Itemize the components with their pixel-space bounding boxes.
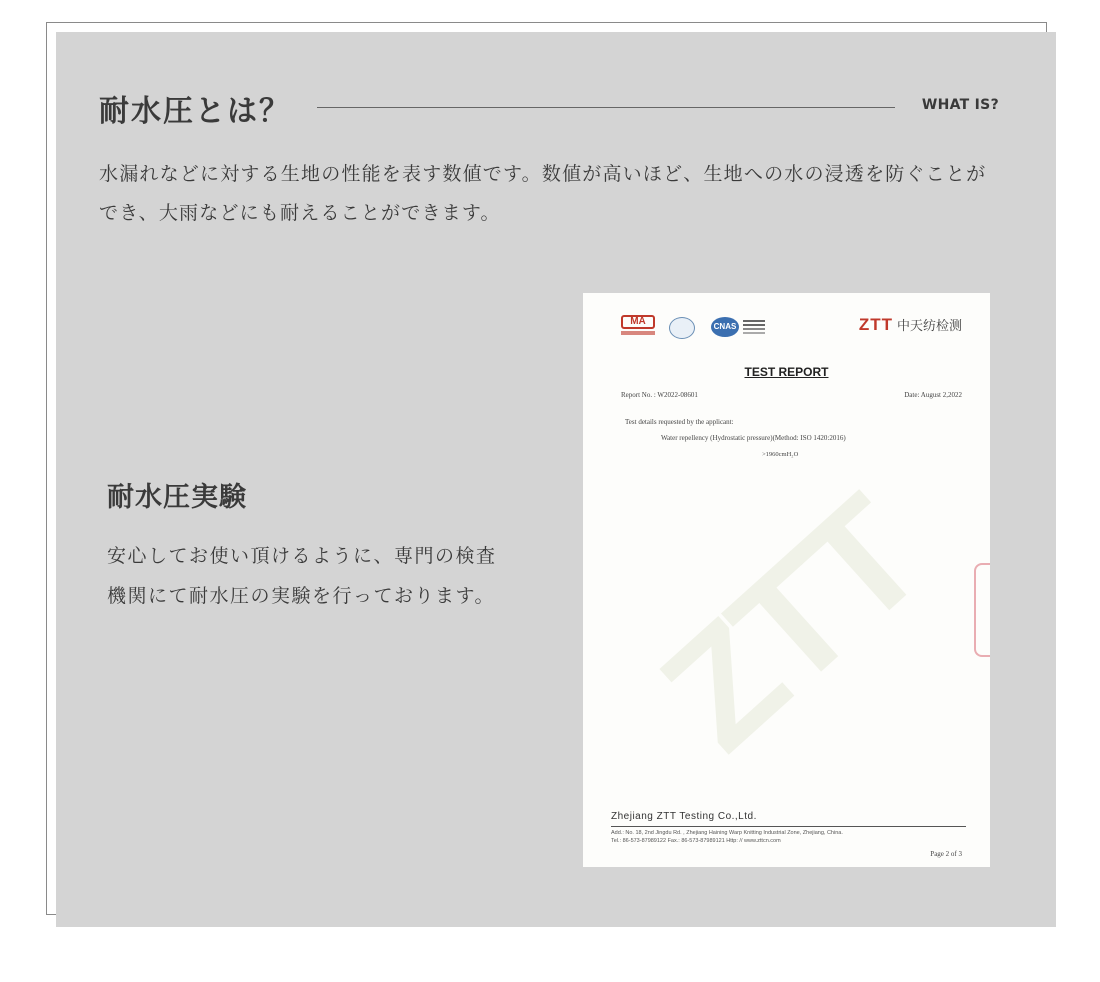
report-details-label: Test details requested by the applicant: (625, 418, 734, 426)
report-brand (859, 315, 962, 335)
header-divider (317, 107, 895, 108)
experiment-description-line: 安心してお使い頂けるように、専門の検査 (107, 545, 497, 567)
experiment-description-line: 機関にて耐水圧の実験を行っております。 (107, 585, 495, 607)
report-date: Date: August 2,2022 (904, 391, 962, 399)
report-test-item: Water repellency (Hydrostatic pressure)(Method: ISO 1420:2016) (661, 434, 846, 442)
report-number: Report No. : W2022-08601 (621, 391, 698, 399)
seal-logo-icon (669, 317, 695, 339)
experiment-description (107, 536, 567, 616)
section-header (99, 82, 999, 132)
test-report-image (583, 293, 990, 867)
report-contact-line: Tel.: 86-573-87989122 Fax.: 86-573-87989121 Http: // www.zttcn.com (611, 838, 781, 844)
report-result: >1960cmH₂O (762, 451, 799, 458)
section-tag: WHAT IS? (921, 97, 999, 113)
ma-logo-icon: MA (621, 315, 655, 341)
report-divider (611, 826, 966, 827)
section-title: 耐水圧とは？ (99, 94, 291, 129)
certification-logos (621, 315, 771, 343)
experiment-title: 耐水圧実験 (107, 482, 247, 513)
red-stamp-icon (974, 563, 990, 657)
cnas-logo-icon: CNAS (711, 317, 769, 337)
report-company: Zhejiang ZTT Testing Co.,Ltd. (611, 811, 757, 822)
brand-name-cn: 中天纺检测 (896, 318, 962, 333)
report-title: TEST REPORT (744, 365, 829, 379)
report-watermark: ZTT (628, 466, 953, 784)
brand-logo: ZTT (858, 315, 893, 334)
intro-text: 水漏れなどに対する生地の性能を表す数値です。数値が高いほど、生地への水の浸透を防ぐことができ、大雨などにも耐えることができます。 (99, 163, 987, 224)
report-address-line: Add.: No. 18, 2nd Jingdu Rd. , Zhejiang Haining Warp Knitting Industrial Zone, Zhejiang, China. (611, 830, 843, 836)
report-page-number: Page 2 of 3 (930, 850, 962, 858)
report-address (611, 829, 843, 845)
